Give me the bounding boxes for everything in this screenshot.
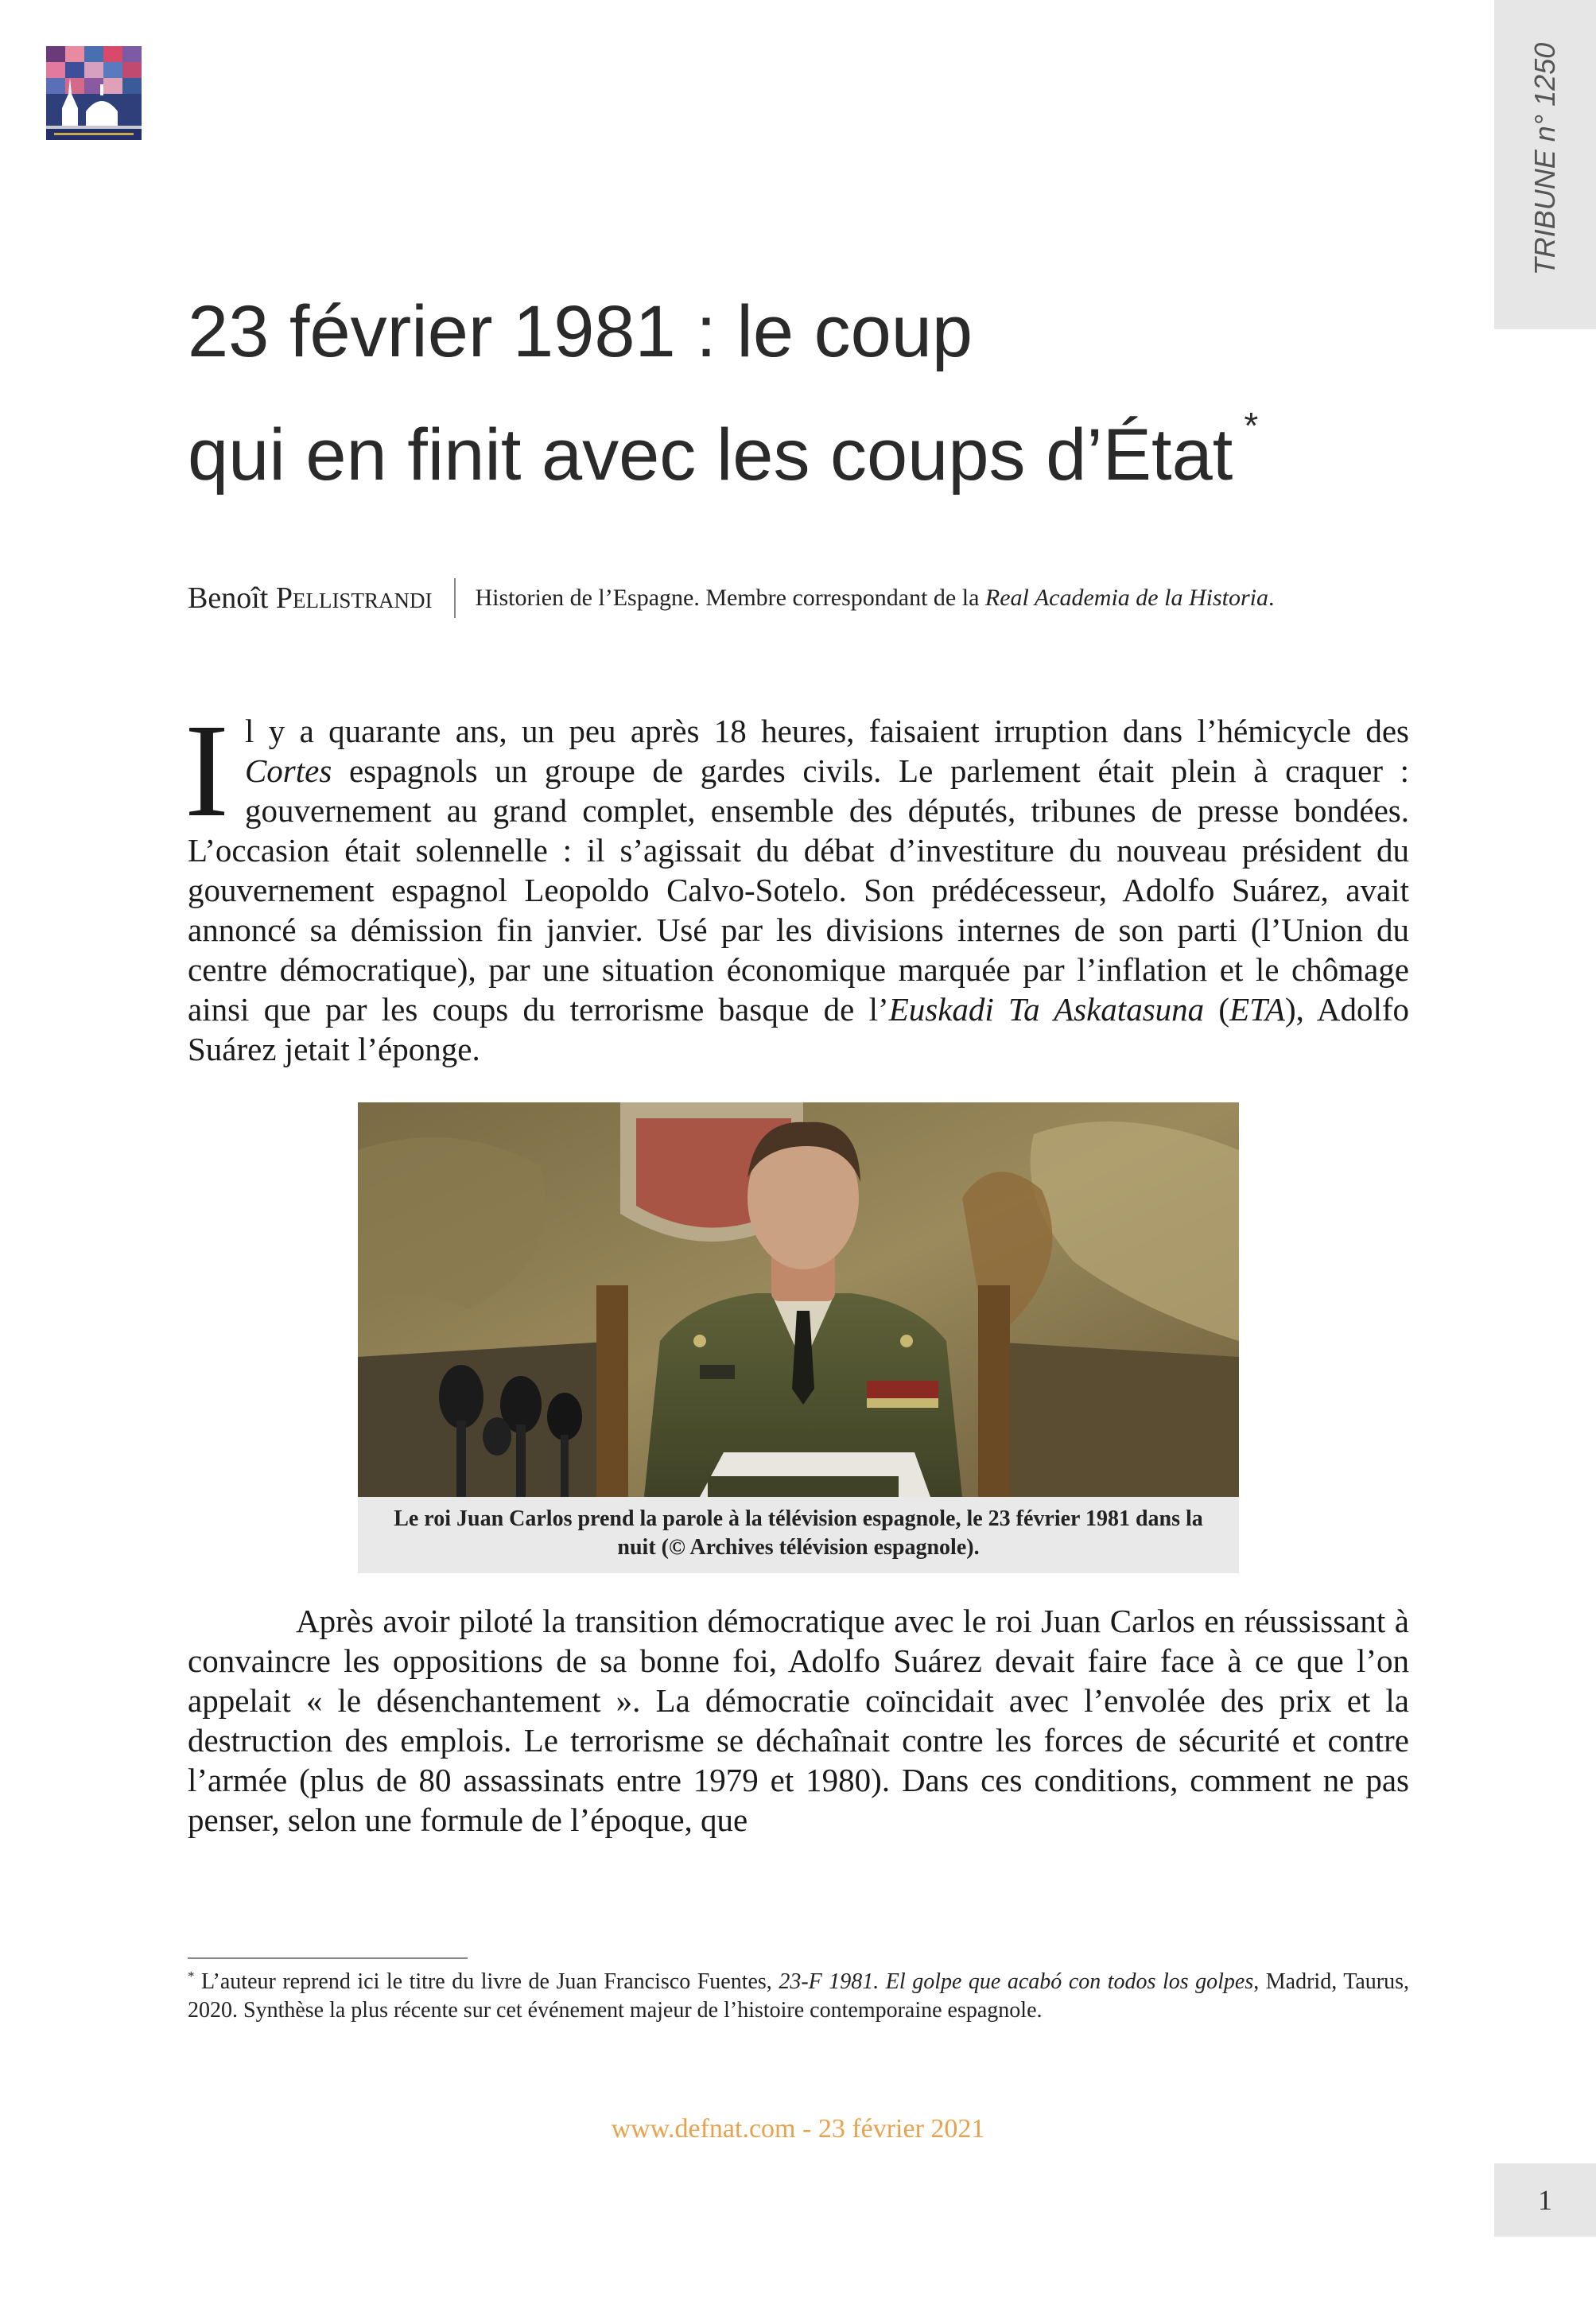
footnote-rule	[188, 1957, 468, 1959]
page-number-box	[1494, 2163, 1596, 2237]
body-paragraph-1	[184, 697, 1410, 1069]
para1-em-eta: ETA	[1229, 991, 1285, 1028]
affiliation-text: Historien de l’Espagne. Membre correspondant de la	[475, 585, 985, 611]
para1-em-cortes: Cortes	[244, 752, 332, 789]
body-paragraph-2: Après avoir piloté la transition démocratique avec le roi Juan Carlos en réussissant à convaincre les oppositions de sa bonne foi, Adolfo Suárez devait faire face à ce que l’on appelait « le désenchantement ». La démocratie coïncidait avec l’envolée des prix et la destruction des emplois. Le terrorisme se déchaînait contre les forces de sécurité et contre l’armée (plus de 80 assassinats entre 1979 et 1980). Dans ces conditions, comment ne pas penser, selon une formule de l’époque, que	[188, 1603, 1409, 1838]
tribune-number: TRIBUNE n° 1250	[1528, 42, 1561, 276]
para1-text-1: l y a quarante ans, un peu après 18 heures, faisaient irruption dans l’hémicycle des	[244, 713, 1409, 749]
footnote-text-2: , Madrid, Taurus, 2020. Synthèse la plus récente sur cet événement majeur de l’histoire contemporaine espagnole.	[188, 1969, 1410, 2023]
byline	[188, 578, 1274, 618]
publication-logo	[46, 46, 142, 140]
king-juan-carlos-photo	[358, 1102, 1239, 1497]
footnote	[188, 1962, 1409, 2025]
title-line-2	[188, 379, 1460, 502]
title-line-2-text: qui en finit avec les coups d’État	[188, 414, 1233, 496]
footnote-text-1: L’auteur reprend ici le titre du livre de Juan Francisco Fuentes,	[194, 1969, 779, 1994]
tribune-side-tab	[1494, 0, 1596, 329]
author-affiliation	[475, 585, 1274, 612]
para1-em-euskadi: Euskadi Ta Askatasuna	[888, 991, 1205, 1028]
article-title	[188, 285, 1460, 502]
site-footer: www.defnat.com - 23 février 2021	[611, 2114, 985, 2144]
drop-cap: I	[184, 697, 229, 845]
para1-text-2: espagnols un groupe de gardes civils. Le parlement était plein à craquer : gouvernement au grand complet, ensemble des députés, tribunes de presse bondées. L’occasion était solennelle : il s’agissait du débat d’investiture du nouveau président du gouvernement espagnol Leopoldo Calvo-Sotelo. Son prédécesseur, Adolfo Suárez, avait annoncé sa démission fin janvier. Usé par les divisions internes de son parti (l’Union du centre démocratique), par une situation économique marquée par l’inflation et le chômage ainsi que par les coups du terrorisme basque de l’	[188, 752, 1409, 1028]
footnote-mark: *	[188, 1969, 195, 1984]
page-number: 1	[1538, 2184, 1552, 2216]
figure	[358, 1102, 1239, 1573]
figure-caption: Le roi Juan Carlos prend la parole à la télévision espagnole, le 23 février 1981 dans la nuit (© Archives télévision espagnole).	[394, 1506, 1203, 1560]
para1-text-3: (	[1204, 991, 1230, 1028]
byline-separator	[454, 578, 456, 618]
para1-text-4: ), Adolfo Suárez jetait l’éponge.	[188, 991, 1410, 1067]
footnote-book-title: 23-F 1981. El golpe que acabó con todos los golpes	[779, 1969, 1254, 1994]
author-last-name: Pellistrandi	[275, 581, 433, 615]
author-first-name: Benoît	[188, 581, 269, 615]
title-line-1: 23 février 1981 : le coup	[188, 291, 973, 372]
affiliation-end: .	[1268, 585, 1275, 611]
title-footnote-mark: *	[1244, 405, 1259, 446]
affiliation-emphasis: Real Academia de la Historia	[984, 585, 1268, 611]
author-name	[188, 581, 432, 616]
